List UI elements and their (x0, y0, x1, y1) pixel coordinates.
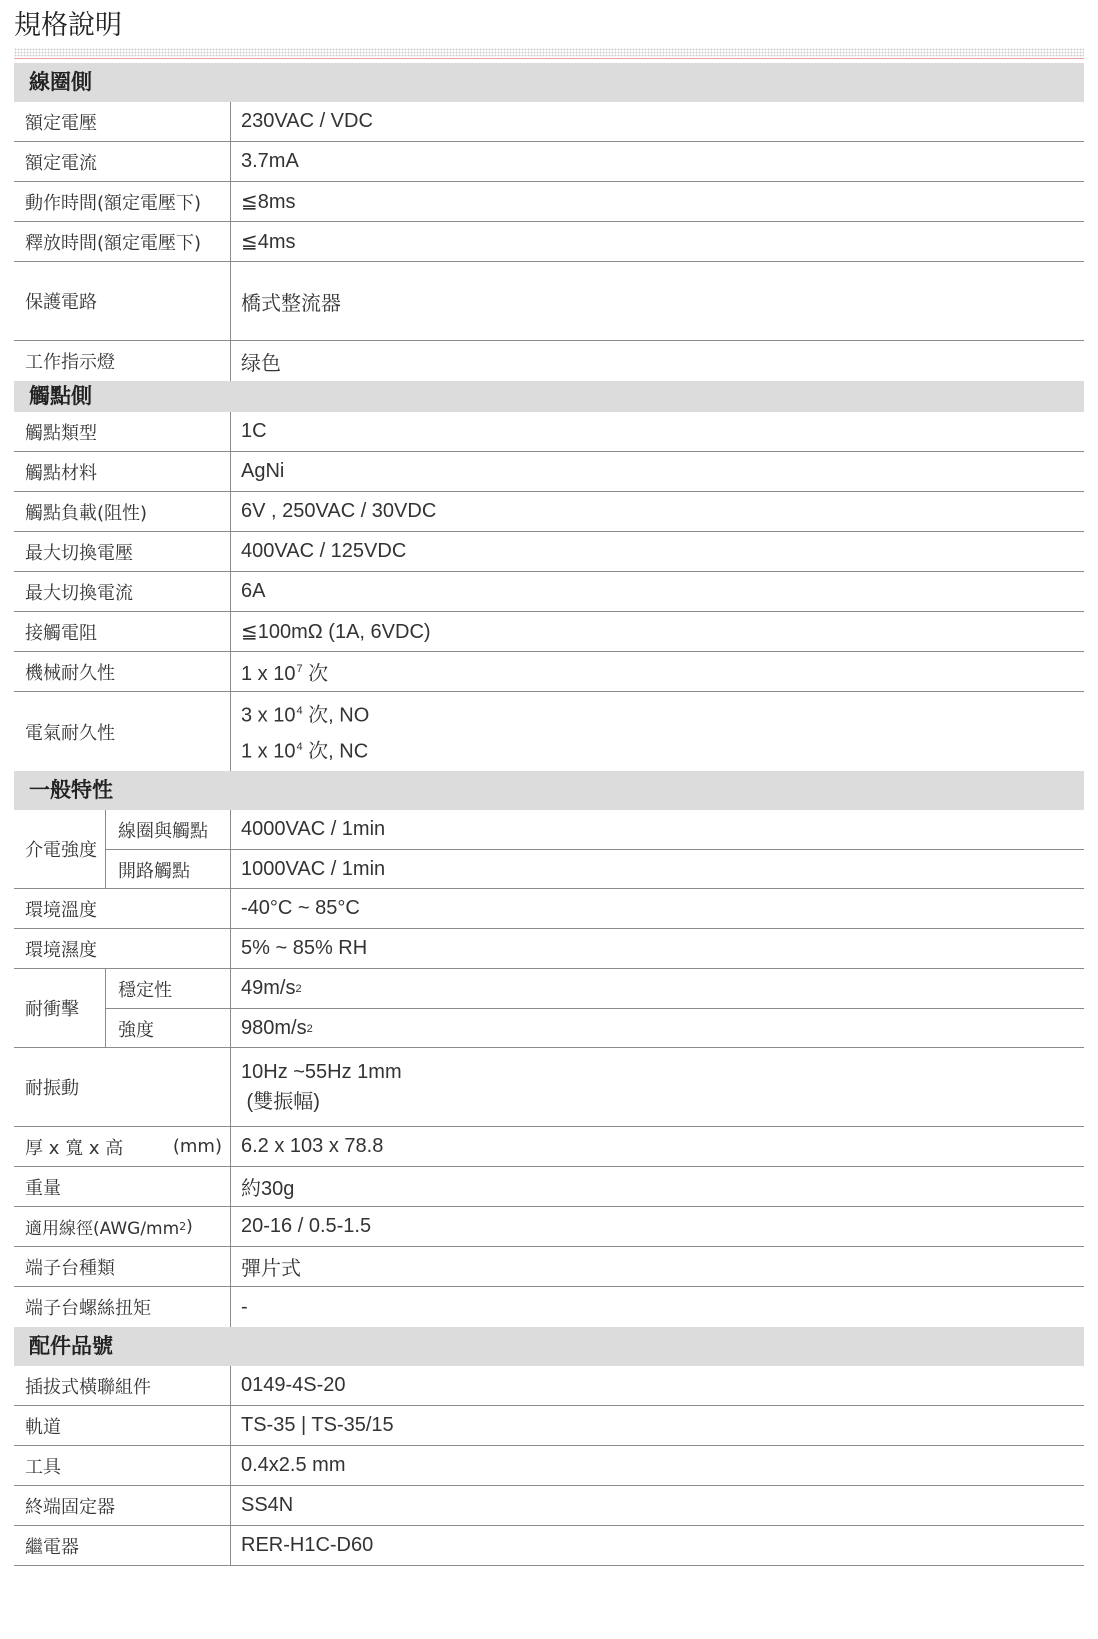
spec-row-release-time (14, 222, 1084, 262)
spec-sublabel: 穩定性 (118, 979, 172, 1001)
spec-label: 機械耐久性 (25, 662, 115, 684)
spec-row-contact-type (14, 412, 1084, 452)
spec-label: 端子台種類 (25, 1257, 115, 1279)
spec-label: 接觸電阻 (25, 622, 97, 644)
spec-row-cross-connector (14, 1366, 1084, 1406)
spec-value: 1C (230, 412, 1084, 451)
spec-value: 400VAC / 125VDC (230, 532, 1084, 571)
spec-row-ambient-temperature (14, 889, 1084, 929)
spec-label: 釋放時間(額定電壓下) (25, 232, 202, 254)
spec-row-terminal-type (14, 1247, 1084, 1287)
page-title: 規格說明 (14, 10, 122, 41)
section-accessories-header: 配件品號 (14, 1327, 1084, 1366)
spec-value: 0.4x2.5 mm (230, 1446, 1084, 1485)
spec-row-contact-resistance (14, 612, 1084, 652)
spec-value: 绿色 (230, 341, 1084, 381)
spec-label: 觸點類型 (25, 422, 97, 444)
section-general-header: 一般特性 (14, 771, 1084, 810)
spec-sublabel: 線圈與觸點 (118, 820, 208, 842)
spec-row-max-switching-current (14, 572, 1084, 612)
spec-row-rail (14, 1406, 1084, 1446)
spec-label: 端子台螺絲扭矩 (25, 1298, 151, 1319)
spec-row-indicator (14, 341, 1084, 381)
spec-row-protection-circuit (14, 262, 1084, 341)
spec-row-contact-material (14, 452, 1084, 492)
spec-label: 觸點材料 (25, 462, 97, 484)
spec-row-terminal-torque (14, 1287, 1084, 1327)
title-dotted-rule (14, 48, 1084, 57)
spec-value: ≦100mΩ (1A, 6VDC) (230, 612, 1084, 651)
spec-value: 230VAC / VDC (230, 102, 1084, 141)
mechanical-endurance-value: 1 x $10^7$ 次 (241, 663, 329, 685)
spec-label (14, 1127, 230, 1166)
spec-row-dimensions (14, 1127, 1084, 1167)
spec-label: 環境溫度 (25, 899, 97, 921)
spec-value: 橋式整流器 (230, 262, 1084, 340)
spec-label: 耐振動 (25, 1078, 79, 1099)
spec-label: 重量 (25, 1177, 61, 1199)
vibration-line-2: (雙振幅) (241, 1091, 320, 1113)
spec-value: AgNi (230, 452, 1084, 491)
spec-value (230, 1048, 1084, 1126)
spec-value: 49m/s 2 (230, 969, 1084, 1008)
spec-label: 保護電路 (25, 292, 97, 313)
spec-value: 彈片式 (230, 1247, 1084, 1286)
spec-value: - (230, 1287, 1084, 1327)
spec-label: 工作指示燈 (25, 352, 115, 373)
spec-value (230, 692, 1084, 771)
spec-label: 繼電器 (25, 1536, 79, 1558)
spec-label: 環境濕度 (25, 939, 97, 961)
spec-label: 插拔式橫聯組件 (25, 1376, 151, 1398)
spec-value: 6V , 250VAC / 30VDC (230, 492, 1084, 531)
vibration-line-1: 10Hz ~55Hz 1mm (241, 1061, 402, 1083)
spec-sublabel: 開路觸點 (118, 860, 190, 882)
spec-label: 軌道 (25, 1416, 61, 1438)
section-contact-header: 觸點側 (14, 381, 1084, 412)
title-red-rule (14, 58, 1084, 59)
spec-value: 6A (230, 572, 1084, 611)
spec-row-contact-load (14, 492, 1084, 532)
spec-value: 4000VAC / 1min (230, 810, 1084, 849)
spec-value: RER-H1C-D60 (230, 1526, 1084, 1565)
electrical-endurance-nc: 1 x $10^4$ 次, NC (241, 740, 369, 763)
spec-value: ≦8ms (230, 182, 1084, 221)
spec-value: -40°C ~ 85°C (230, 889, 1084, 928)
spec-value: SS4N (230, 1486, 1084, 1525)
spec-row-relay (14, 1526, 1084, 1566)
spec-group-shock (14, 969, 1084, 1048)
spec-value: ≦4ms (230, 222, 1084, 261)
spec-label: 介電強度 (14, 810, 106, 888)
spec-label: 耐衝擊 (14, 969, 106, 1047)
spec-row-electrical-endurance (14, 692, 1084, 771)
spec-row-tool (14, 1446, 1084, 1486)
spec-sheet (14, 63, 1084, 1566)
spec-value: 約30g (230, 1167, 1084, 1206)
spec-value: 3.7mA (230, 142, 1084, 181)
spec-label: 電氣耐久性 (25, 722, 115, 744)
spec-row-end-stop (14, 1486, 1084, 1526)
spec-label: 額定電壓 (25, 112, 97, 134)
spec-value: 1000VAC / 1min (230, 850, 1084, 889)
spec-row-wire-size (14, 1207, 1084, 1247)
spec-row-max-switching-voltage (14, 532, 1084, 572)
spec-value: 20-16 / 0.5-1.5 (230, 1207, 1084, 1246)
spec-value: TS-35 | TS-35/15 (230, 1406, 1084, 1445)
spec-row-weight (14, 1167, 1084, 1207)
spec-label: 適用線徑(AWG/mm 2 ) (25, 1216, 193, 1239)
spec-value: 6.2 x 103 x 78.8 (230, 1127, 1084, 1166)
spec-label: 觸點負載(阻性) (25, 502, 148, 524)
spec-value: 0149-4S-20 (230, 1366, 1084, 1405)
spec-label: 工具 (25, 1456, 61, 1478)
spec-label: 終端固定器 (25, 1496, 115, 1518)
dimensions-unit: (mm) (172, 1136, 222, 1157)
spec-label: 最大切換電流 (25, 582, 133, 604)
spec-sublabel: 強度 (118, 1019, 154, 1041)
spec-label: 額定電流 (25, 152, 97, 174)
spec-row-vibration (14, 1048, 1084, 1127)
dimensions-label: 厚 x 寬 x 高 (25, 1137, 124, 1159)
spec-row-operate-time (14, 182, 1084, 222)
spec-row-rated-current (14, 142, 1084, 182)
electrical-endurance-no: 3 x $10^4$ 次, NO (241, 704, 370, 727)
spec-label: 最大切換電壓 (25, 542, 133, 564)
spec-value: 980m/s 2 (230, 1009, 1084, 1048)
spec-value (230, 652, 1084, 691)
spec-label: 動作時間(額定電壓下) (25, 192, 202, 214)
section-coil-header: 線圈側 (14, 63, 1084, 102)
spec-row-ambient-humidity (14, 929, 1084, 969)
spec-group-dielectric (14, 810, 1084, 889)
spec-value: 5% ~ 85% RH (230, 929, 1084, 968)
spec-row-rated-voltage (14, 102, 1084, 142)
spec-row-mechanical-endurance (14, 652, 1084, 692)
